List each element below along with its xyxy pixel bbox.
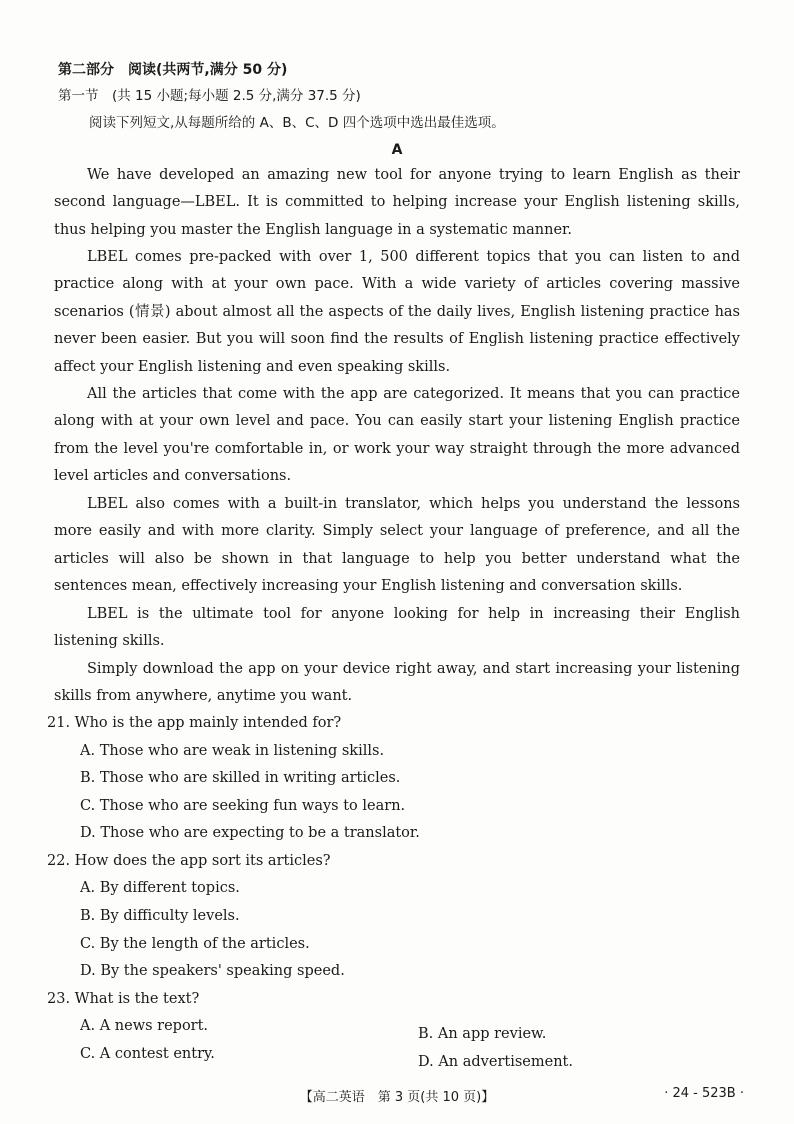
answer-option[interactable]: C. A contest entry. xyxy=(80,1046,215,1062)
section-title: 第一节 (共 15 小题;每小题 2.5 分,满分 37.5 分) xyxy=(58,88,361,104)
answer-option[interactable]: A. By different topics. xyxy=(80,880,240,896)
answer-option[interactable]: B. An app review. xyxy=(418,1026,547,1042)
passage-paragraph: All the articles that come with the app are categorized. It means that you can practice along with at your own level and pace. You can easily start your listening English practice from the level you're comfortable in, or work your way straight through the more advanced level articles and conversations. xyxy=(54,386,740,485)
answer-option[interactable]: C. By the length of the articles. xyxy=(80,936,310,952)
passage-paragraph: We have developed an amazing new tool for anyone trying to learn English as their second language—LBEL. It is committed to helping increase your English listening skills, thus helping you master the English language in a systematic manner. xyxy=(54,167,740,238)
answer-option[interactable]: D. Those who are expecting to be a translator. xyxy=(80,825,420,841)
answer-option[interactable]: B. Those who are skilled in writing articles. xyxy=(80,770,401,786)
question-stem: 21. Who is the app mainly intended for? xyxy=(47,715,342,731)
answer-option[interactable]: D. By the speakers' speaking speed. xyxy=(80,963,345,979)
question-stem: 22. How does the app sort its articles? xyxy=(47,853,331,869)
answer-option[interactable]: A. Those who are weak in listening skills. xyxy=(80,743,385,759)
answer-option[interactable]: C. Those who are seeking fun ways to learn. xyxy=(80,798,406,814)
exam-code: · 24 - 523B · xyxy=(664,1086,744,1101)
question-stem: 23. What is the text? xyxy=(47,991,200,1007)
passage-paragraph: LBEL is the ultimate tool for anyone looking for help in increasing their English listening skills. xyxy=(54,606,740,650)
page-info: 【高二英语 第 3 页(共 10 页)】 xyxy=(299,1090,495,1105)
passage-paragraph: LBEL also comes with a built-in translator, which helps you understand the lessons more easily and with more clarity. Simply select your language of preference, and all the articles will also be shown in that language to help you better understand what the sentences mean, effectively increasing your English listening and conversation skills. xyxy=(54,496,740,595)
answer-option[interactable]: D. An advertisement. xyxy=(418,1054,573,1070)
answer-option[interactable]: B. By difficulty levels. xyxy=(80,908,240,924)
answer-option[interactable]: A. A news report. xyxy=(80,1018,209,1034)
passage-paragraph: Simply download the app on your device right away, and start increasing your listening skills from anywhere, anytime you want. xyxy=(54,661,740,705)
part-title: 第二部分 阅读(共两节,满分 50 分) xyxy=(58,62,288,78)
passage-paragraph: LBEL comes pre-packed with over 1, 500 different topics that you can listen to and practice along with at your own pace. With a wide variety of articles covering massive scenarios (情景) about almost all the aspects of the daily lives, English listening practice has never been easier. But you will soon find the results of English listening practice effectively affect your English listening and even speaking skills. xyxy=(54,249,740,375)
instructions: 阅读下列短文,从每题所给的 A、B、C、D 四个选项中选出最佳选项。 xyxy=(89,115,505,131)
passage-label: A xyxy=(391,142,403,158)
